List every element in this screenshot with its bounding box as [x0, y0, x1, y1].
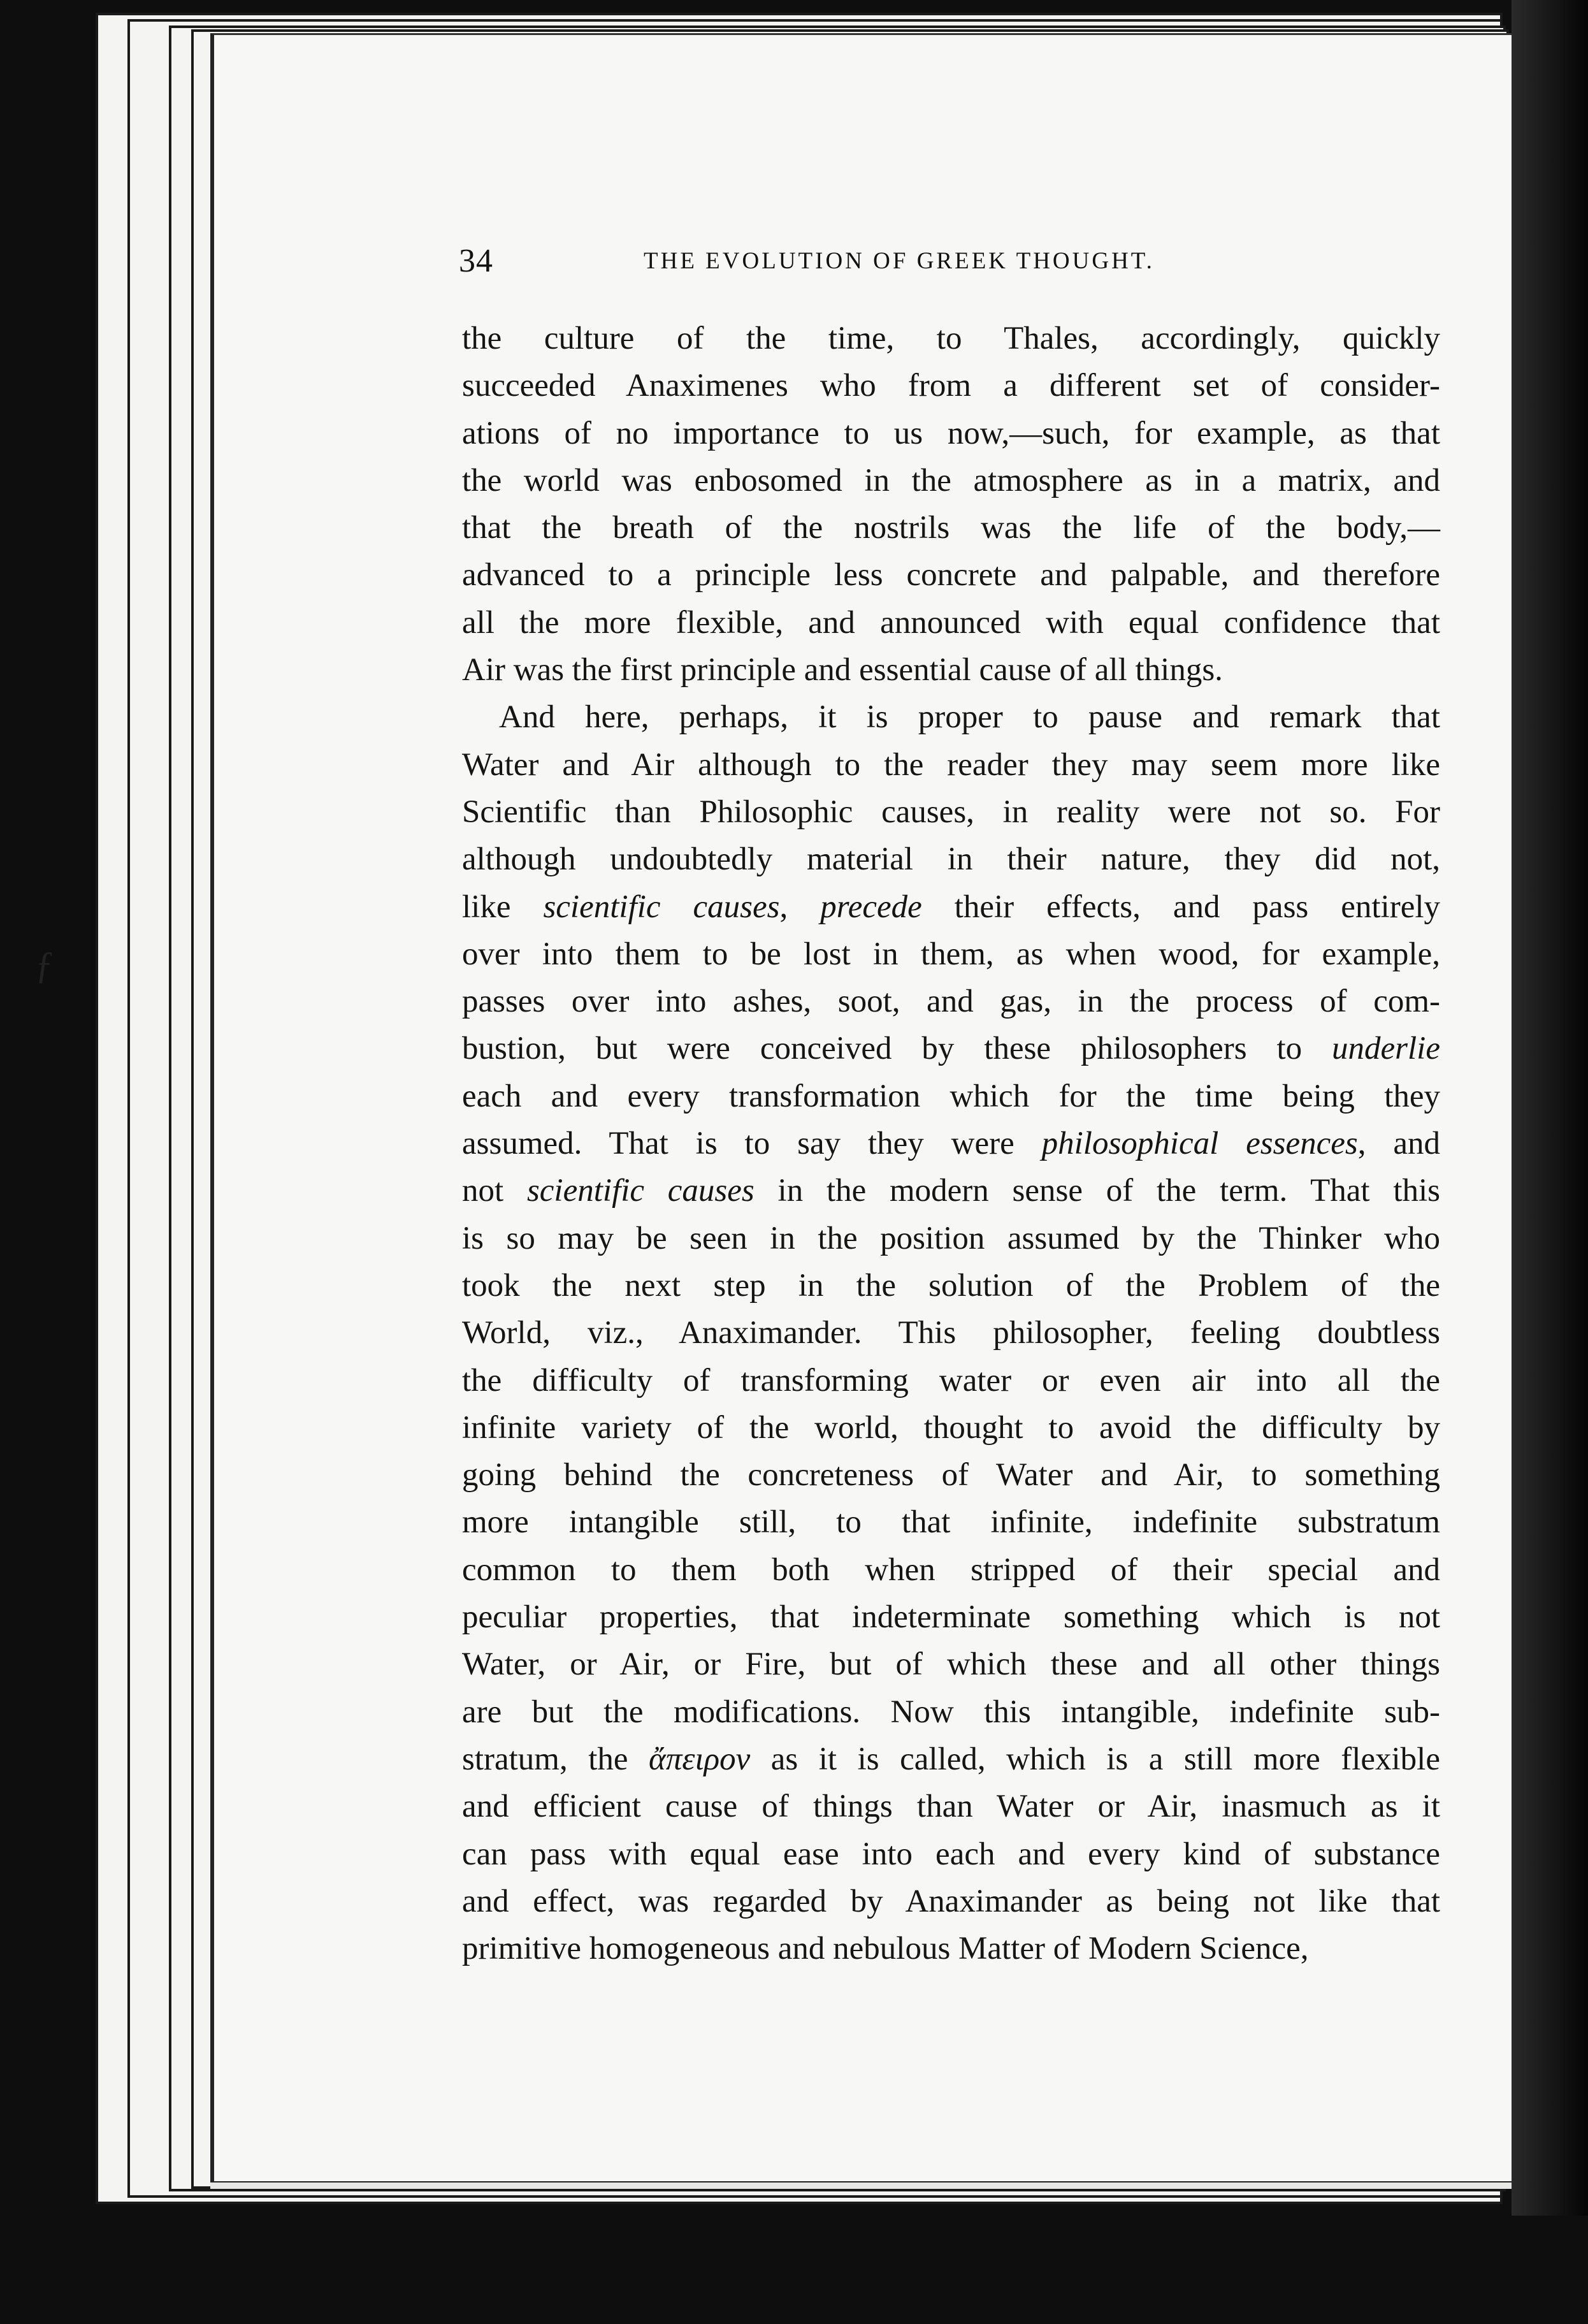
- text-line: the culture of the time, to Thales, accordingly, quickly: [462, 321, 1440, 356]
- text-line: peculiar properties, that indeterminate something which is not: [462, 1599, 1440, 1636]
- running-head: [459, 242, 1440, 287]
- scan-right-shadow: [1512, 0, 1588, 2324]
- text-line: that the breath of the nostrils was the life of the body,—: [462, 510, 1440, 546]
- text-line: bustion, but were conceived by these philosophers to underlie: [462, 1031, 1440, 1067]
- text-line: the world was enbosomed in the atmosphere as in a matrix, and: [462, 462, 1440, 498]
- text-line: the difficulty of transforming water or even air into all the: [462, 1362, 1440, 1398]
- text-line: is so may be seen in the position assumed by the Thinker who: [462, 1220, 1440, 1256]
- text-line: although undoubtedly material in their nature, they did not,: [462, 841, 1440, 878]
- text-line: And here, perhaps, it is proper to pause and remark that: [499, 699, 1440, 736]
- page-bottom-edge: [210, 2181, 1517, 2189]
- text-line: stratum, the ἄπειρον as it is called, which is a still more flexible: [462, 1741, 1440, 1777]
- text-line: common to them both when stripped of their special and: [462, 1551, 1440, 1588]
- text-line: assumed. That is to say they were philosophical essences, and: [462, 1126, 1440, 1162]
- text-line: like scientific causes, precede their effects, and pass entirely: [462, 889, 1440, 925]
- text-line: ations of no importance to us now,—such, for example, as that: [462, 415, 1440, 451]
- text-line: are but the modifications. Now this intangible, indefinite sub-: [462, 1694, 1440, 1730]
- scan-bottom-band: [0, 2216, 1588, 2324]
- text-line: can pass with equal ease into each and every kind of substance: [462, 1836, 1440, 1872]
- text-line: infinite variety of the world, thought to avoid the difficulty by: [462, 1409, 1440, 1446]
- text-line: not scientific causes in the modern sense of the term. That this: [462, 1173, 1441, 1209]
- text-line: Water and Air although to the reader they may seem more like: [462, 746, 1440, 783]
- text-line: Air was the first principle and essential cause of all things.: [462, 652, 1223, 688]
- text-line: Scientific than Philosophic causes, in reality were not so. For: [462, 794, 1440, 830]
- text-line: Water, or Air, or Fire, but of which these and all other things: [462, 1646, 1440, 1683]
- text-line: going behind the concreteness of Water and Air, to something: [462, 1457, 1440, 1493]
- text-line: World, viz., Anaximander. This philosopher, feeling doubtless: [462, 1315, 1440, 1351]
- text-line: succeeded Anaximenes who from a different set of consider-: [462, 368, 1440, 404]
- text-line: all the more flexible, and announced with equal confidence that: [462, 604, 1440, 641]
- body-text: [462, 315, 1440, 1972]
- text-line: passes over into ashes, soot, and gas, in the process of com-: [462, 984, 1440, 1020]
- text-line: primitive homogeneous and nebulous Matter of Modern Science,: [462, 1931, 1309, 1967]
- margin-mark: ƒ: [35, 944, 54, 986]
- text-line: and efficient cause of things than Water or Air, inasmuch as it: [462, 1789, 1440, 1825]
- running-title: THE EVOLUTION OF GREEK THOUGHT.: [644, 248, 1155, 274]
- text-line: each and every transformation which for the time being they: [462, 1078, 1440, 1114]
- text-line: and effect, was regarded by Anaximander as being not like that: [462, 1883, 1440, 1919]
- page-number: 34: [459, 243, 493, 279]
- text-line: over into them to be lost in them, as when wood, for example,: [462, 936, 1440, 972]
- text-line: advanced to a principle less concrete and palpable, and therefore: [462, 557, 1440, 593]
- text-line: took the next step in the solution of the Problem of the: [462, 1267, 1440, 1304]
- text-line: more intangible still, to that infinite, indefinite substratum: [462, 1504, 1440, 1541]
